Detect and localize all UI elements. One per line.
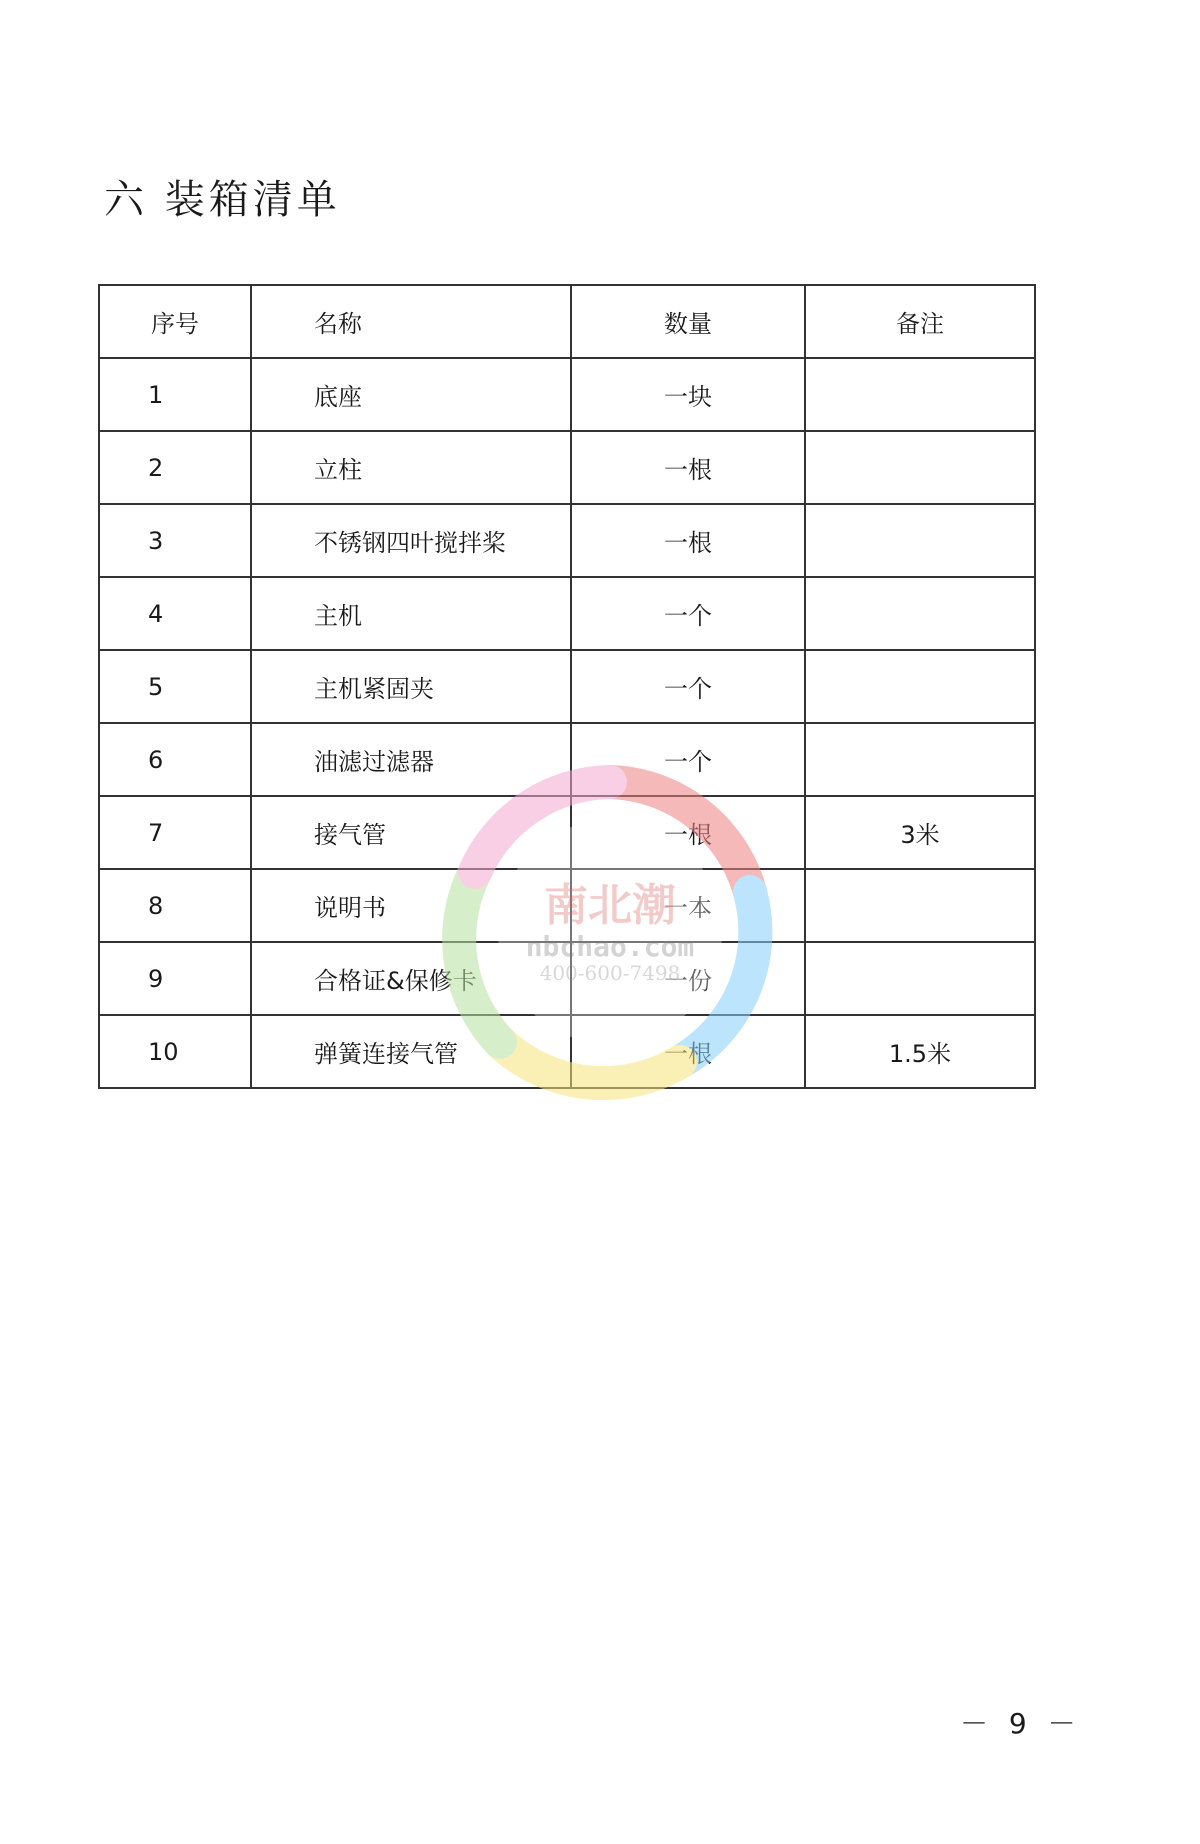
cell-no: 9 <box>99 942 251 1015</box>
cell-name: 主机紧固夹 <box>251 650 571 723</box>
cell-qty: 一个 <box>571 577 805 650</box>
table-row <box>99 431 1035 504</box>
cell-no: 5 <box>99 650 251 723</box>
cell-note <box>805 577 1035 650</box>
cell-note <box>805 650 1035 723</box>
cell-note <box>805 504 1035 577</box>
cell-name: 油滤过滤器 <box>251 723 571 796</box>
table-header-row <box>99 285 1035 358</box>
cell-no: 4 <box>99 577 251 650</box>
watermark-brand: 南北潮 <box>544 880 676 931</box>
table-row <box>99 723 1035 796</box>
cell-note <box>805 431 1035 504</box>
table-row <box>99 577 1035 650</box>
table-row <box>99 1015 1035 1088</box>
cell-name: 说明书 <box>251 869 571 942</box>
cell-note <box>805 869 1035 942</box>
header-name: 名称 <box>251 285 571 358</box>
cell-qty: 一份 <box>571 942 805 1015</box>
packing-list-table <box>98 284 1036 1089</box>
cell-qty: 一个 <box>571 650 805 723</box>
cell-note <box>805 358 1035 431</box>
section-title: 六 装箱清单 <box>104 177 341 223</box>
cell-name: 主机 <box>251 577 571 650</box>
cell-qty: 一块 <box>571 358 805 431</box>
cell-no: 7 <box>99 796 251 869</box>
cell-no: 8 <box>99 869 251 942</box>
cell-no: 2 <box>99 431 251 504</box>
header-note: 备注 <box>805 285 1035 358</box>
header-no: 序号 <box>99 285 251 358</box>
header-qty: 数量 <box>571 285 805 358</box>
cell-name: 底座 <box>251 358 571 431</box>
cell-no: 1 <box>99 358 251 431</box>
table-row <box>99 869 1035 942</box>
cell-note: 3米 <box>805 796 1035 869</box>
cell-qty: 一根 <box>571 796 805 869</box>
cell-no: 10 <box>99 1015 251 1088</box>
cell-no: 3 <box>99 504 251 577</box>
table-row <box>99 504 1035 577</box>
cell-name: 不锈钢四叶搅拌桨 <box>251 504 571 577</box>
table-row <box>99 796 1035 869</box>
watermark-phone: 400-600-7498 <box>539 961 681 985</box>
cell-note: 1.5米 <box>805 1015 1035 1088</box>
cell-name: 立柱 <box>251 431 571 504</box>
table-row <box>99 942 1035 1015</box>
cell-qty: 一个 <box>571 723 805 796</box>
cell-no: 6 <box>99 723 251 796</box>
cell-qty: 一根 <box>571 504 805 577</box>
cell-name: 接气管 <box>251 796 571 869</box>
cell-name: 弹簧连接气管 <box>251 1015 571 1088</box>
cell-qty: 一本 <box>571 869 805 942</box>
table-row <box>99 358 1035 431</box>
table-row <box>99 650 1035 723</box>
cell-qty: 一根 <box>571 1015 805 1088</box>
page-number: － 9 － <box>960 1707 1082 1740</box>
cell-qty: 一根 <box>571 431 805 504</box>
cell-name: 合格证&保修卡 <box>251 942 571 1015</box>
cell-note <box>805 942 1035 1015</box>
watermark-domain: nbchao.com <box>525 930 695 963</box>
cell-note <box>805 723 1035 796</box>
